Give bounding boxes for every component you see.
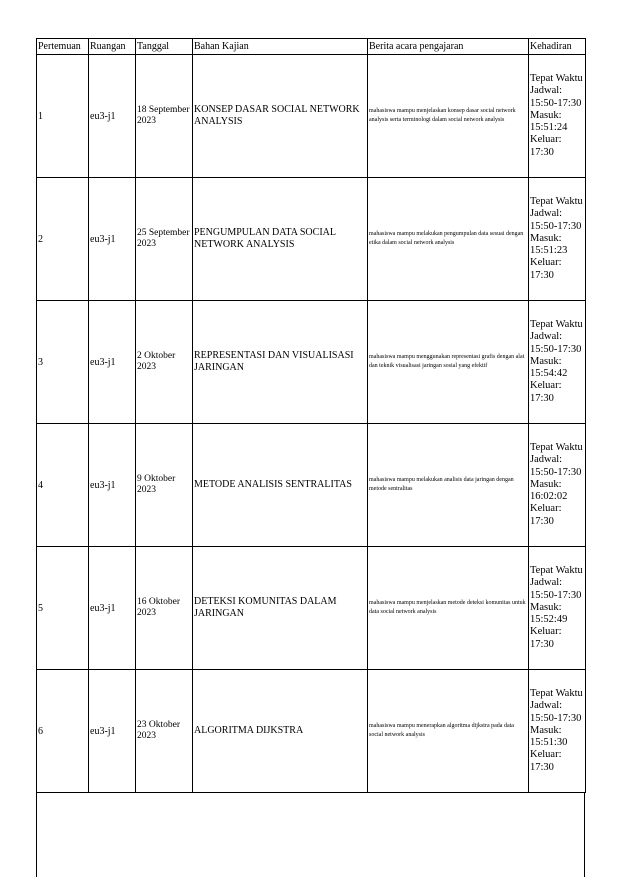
room-code: eu3-j1: [89, 301, 136, 424]
attendance-out: Keluar: 17:30: [530, 503, 562, 527]
meeting-number: 1: [37, 55, 89, 178]
header-minutes: Berita acara pengajaran: [368, 39, 529, 55]
attendance-cell: [529, 670, 586, 793]
meeting-number: 3: [37, 301, 89, 424]
attendance-in: Masuk: 15:51:23: [530, 232, 568, 257]
table-row: [37, 301, 586, 424]
attendance-out: Keluar: 17:30: [530, 257, 562, 281]
attendance-schedule: Jadwal: 15:50-17:30: [530, 331, 582, 355]
attendance-cell: [529, 55, 586, 178]
attendance-in: Masuk: 15:54:42: [530, 355, 568, 380]
session-date: 23 Oktober 2023: [136, 670, 193, 793]
teaching-minutes: mahasiswa mampu menggunakan representasi grafis dengan alat dan teknik visualisasi jaringan sosial yang efektif: [368, 301, 529, 424]
header-attendance: Kehadiran: [529, 39, 586, 55]
topic-title: REPRESENTASI DAN VISUALISASI JARINGAN: [193, 301, 368, 424]
attendance-cell: [529, 301, 586, 424]
attendance-in: Masuk: 15:51:24: [530, 109, 568, 134]
header-room: Ruangan: [89, 39, 136, 55]
attendance-out: Keluar: 17:30: [530, 380, 562, 404]
attendance-cell: [529, 424, 586, 547]
attendance-status: Tepat Waktu: [530, 442, 583, 454]
attendance-schedule: Jadwal: 15:50-17:30: [530, 577, 582, 601]
topic-title: ALGORITMA DIJKSTRA: [193, 670, 368, 793]
topic-title: PENGUMPULAN DATA SOCIAL NETWORK ANALYSIS: [193, 178, 368, 301]
teaching-minutes: mahasiswa mampu menjelaskan metode deteksi komunitas untuk data social network analysis: [368, 547, 529, 670]
attendance-status: Tepat Waktu: [530, 688, 583, 700]
topic-title: METODE ANALISIS SENTRALITAS: [193, 424, 368, 547]
table-continuation-left-border: [36, 793, 37, 877]
header-date: Tanggal: [136, 39, 193, 55]
session-date: 25 September 2023: [136, 178, 193, 301]
table-row: [37, 424, 586, 547]
attendance-schedule: Jadwal: 15:50-17:30: [530, 700, 582, 724]
topic-title: KONSEP DASAR SOCIAL NETWORK ANALYSIS: [193, 55, 368, 178]
room-code: eu3-j1: [89, 424, 136, 547]
header-meeting: Pertemuan: [37, 39, 89, 55]
attendance-status: Tepat Waktu: [530, 196, 583, 208]
table-header-row: [37, 39, 586, 55]
attendance-status: Tepat Waktu: [530, 73, 583, 85]
teaching-minutes: mahasiswa mampu melakukan pengumpulan data sesuai dengan etika dalam social network analysis: [368, 178, 529, 301]
session-date: 16 Oktober 2023: [136, 547, 193, 670]
attendance-schedule: Jadwal: 15:50-17:30: [530, 85, 582, 109]
attendance-in: Masuk: 15:52:49: [530, 601, 568, 626]
attendance-schedule: Jadwal: 15:50-17:30: [530, 208, 582, 232]
room-code: eu3-j1: [89, 670, 136, 793]
attendance-out: Keluar: 17:30: [530, 749, 562, 773]
attendance-in: Masuk: 15:51:30: [530, 724, 568, 749]
attendance-status: Tepat Waktu: [530, 565, 583, 577]
attendance-cell: [529, 547, 586, 670]
session-date: 18 September 2023: [136, 55, 193, 178]
attendance-in: Masuk: 16:02:02: [530, 478, 568, 503]
room-code: eu3-j1: [89, 547, 136, 670]
meeting-number: 4: [37, 424, 89, 547]
table-row: [37, 178, 586, 301]
teaching-minutes: mahasiswa mampu menjelaskan konsep dasar social network analysis serta terminologi dalam social network analysis: [368, 55, 529, 178]
teaching-minutes: mahasiswa mampu menerapkan algoritma dijkstra pada data social network analysis: [368, 670, 529, 793]
meeting-number: 2: [37, 178, 89, 301]
meeting-number: 5: [37, 547, 89, 670]
session-date: 9 Oktober 2023: [136, 424, 193, 547]
header-topic: Bahan Kajian: [193, 39, 368, 55]
topic-title: DETEKSI KOMUNITAS DALAM JARINGAN: [193, 547, 368, 670]
table-row: [37, 55, 586, 178]
teaching-minutes: mahasiswa mampu melakukan analisis data jaringan dengan metode sentralitas: [368, 424, 529, 547]
table-row: [37, 547, 586, 670]
attendance-schedule: Jadwal: 15:50-17:30: [530, 454, 582, 478]
room-code: eu3-j1: [89, 178, 136, 301]
attendance-status: Tepat Waktu: [530, 319, 583, 331]
attendance-out: Keluar: 17:30: [530, 626, 562, 650]
table-continuation-right-border: [584, 793, 585, 877]
meeting-number: 6: [37, 670, 89, 793]
room-code: eu3-j1: [89, 55, 136, 178]
session-date: 2 Oktober 2023: [136, 301, 193, 424]
teaching-log-table: [36, 38, 586, 793]
attendance-out: Keluar: 17:30: [530, 134, 562, 158]
table-row: [37, 670, 586, 793]
attendance-cell: [529, 178, 586, 301]
